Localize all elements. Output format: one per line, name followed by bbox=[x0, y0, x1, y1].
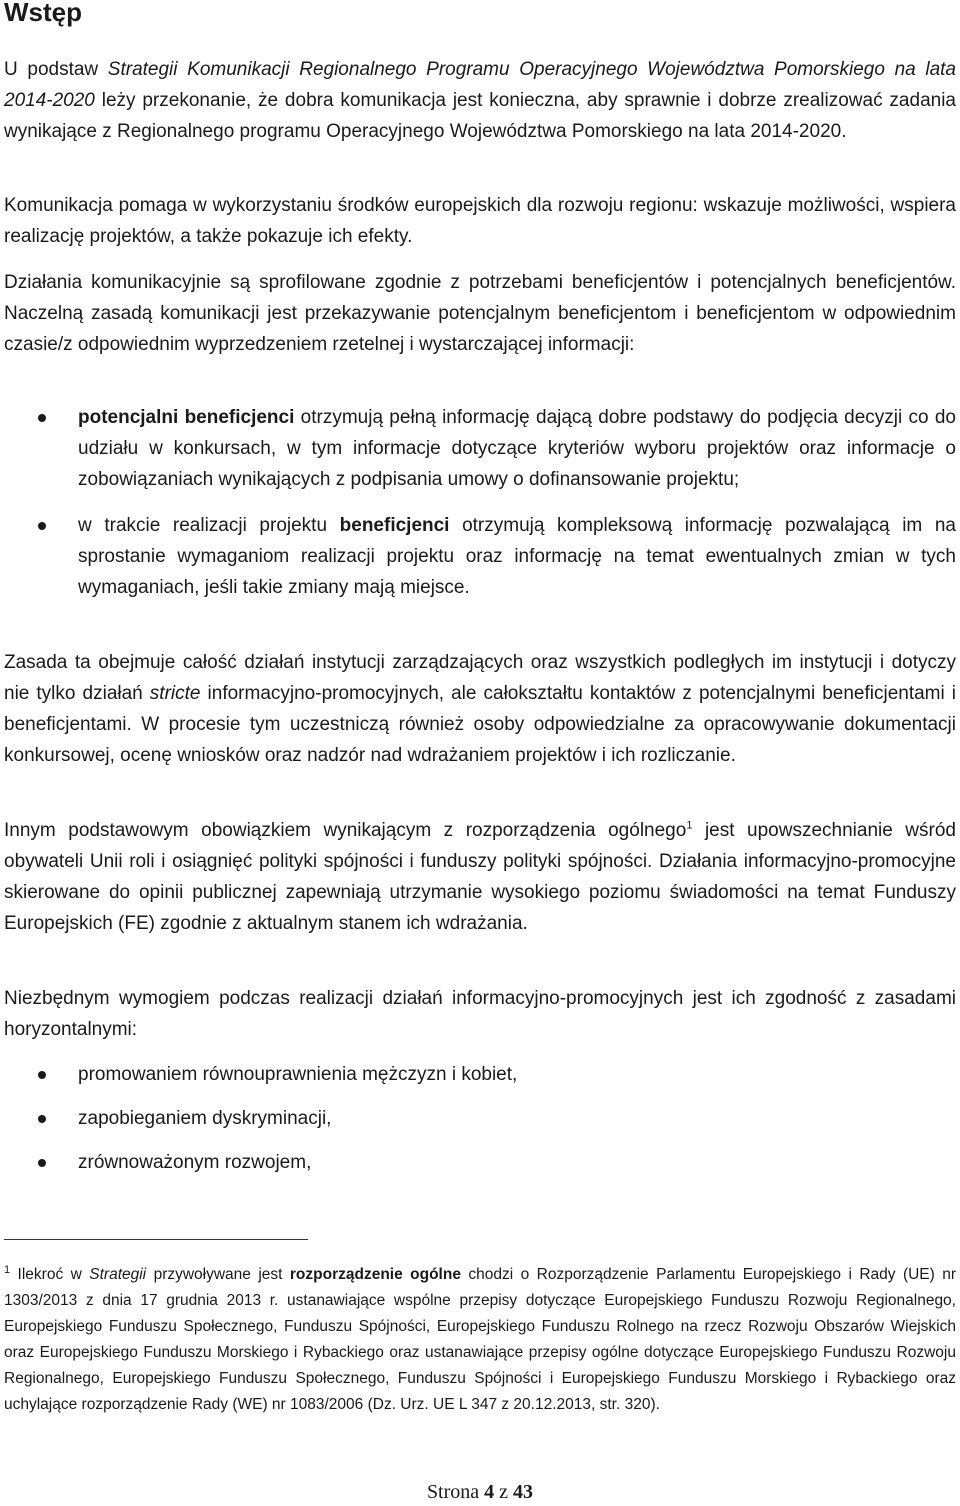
list-item-bold: potencjalni beneficjenci bbox=[78, 407, 295, 428]
bullet-icon bbox=[38, 1071, 46, 1079]
footnote-divider bbox=[4, 1239, 308, 1240]
bullet-icon bbox=[38, 522, 46, 530]
paragraph-communication: Komunikacja pomaga w wykorzystaniu środków europejskich dla rozwoju regionu: wskazuje możliwości, wspiera realizację projektów, a także pokazuje ich efekty. bbox=[4, 195, 956, 247]
list-item: promowaniem równouprawnienia mężczyzn i kobiet, bbox=[0, 1059, 956, 1090]
paragraph-requirement: Niezbędnym wymogiem podczas realizacji działań informacyjno-promocyjnych jest ich zgodność z zasadami horyzontalnymi: bbox=[4, 988, 956, 1040]
strategy-title: Strategii Komunikacji Regionalnego Programu Operacyjnego Województwa Pomorskiego na lata 2014-2020 bbox=[4, 59, 956, 111]
footnote: $^1$ Ilekroć w Strategii przywoływane jest rozporządzenie ogólne chodzi o Rozporządzenie Parlamentu Europejskiego i Rady (UE) nr 1303/2013 z dnia 17 grudnia 2013 r. ustanawiające wspólne przepisy dotyczące Europejskiego Funduszu Rozwoju Regionalnego, Europejskiego Funduszu Społecznego, Funduszu Spójności, Europejskiego Funduszu Rolnego na rzecz Rozwoju Obszarów Wiejskich oraz Europejskiego Funduszu Morskiego i Rybackiego oraz ustanawiające przepisy ogólne dotyczące Europejskiego Funduszu Rozwoju Regionalnego, Europejskiego Funduszu Społecznego, Funduszu Spójności i Europejskiego Funduszu Morskiego i Rybackiego oraz uchylające rozporządzenie Rady (WE) nr 1083/2006 (Dz. Urz. UE L 347 z 20.12.2013, str. 320). bbox=[4, 1263, 957, 1413]
footnote-bold-term: rozporządzenie ogólne bbox=[289, 1266, 461, 1283]
list-item: w trakcie realizacji projektu beneficjenci otrzymują kompleksową informację pozwalającą im na sprostanie wymaganiom realizacji projektu oraz informację na temat ewentualnych zmian w tych wymaganiach, jeśli takie zmiany mają miejsce. bbox=[0, 510, 956, 603]
paragraph-intro bbox=[4, 54, 956, 147]
list-item: zrównoważonym rozwojem, bbox=[0, 1147, 956, 1178]
bullet-icon bbox=[38, 1159, 46, 1167]
bullet-icon bbox=[38, 414, 46, 422]
list-item-bold: beneficjenci bbox=[339, 515, 450, 536]
footnote-reference: 1 bbox=[686, 819, 693, 832]
horizontal-principles-list bbox=[0, 1059, 960, 1178]
paragraph-intro-text-a: U podstaw bbox=[4, 59, 108, 80]
italic-term: stricte bbox=[149, 683, 201, 704]
list-item: potencjalni beneficjenci otrzymują pełną informację dającą dobre podstawy do podjęcia decyzji co do udziału w konkursach, w tym informacje dotyczące kryteriów wyboru projektów oraz informacje o zobowiązaniach wynikających z podpisania umowy o dofinansowanie projektu; bbox=[0, 402, 956, 495]
page-heading: Wstęp bbox=[4, 0, 82, 27]
paragraph-intro-text-b: leży przekonanie, że dobra komunikacja jest konieczna, aby sprawnie i dobrze zrealizować zadania wynikające z Regionalnego programu Operacyjnego Województwa Pomorskiego na lata 2014-2020. bbox=[4, 90, 956, 142]
beneficiaries-list bbox=[0, 402, 960, 603]
paragraph-obligation: Innym podstawowym obowiązkiem wynikającym z rozporządzenia ogólnego$^1$ jest upowszechnianie wśród obywateli Unii roli i osiągnięć polityki spójności i funduszy polityki spójności. Działania informacyjno-promocyjne skierowane do opinii publicznej zapewniają utrzymanie wysokiego poziomu świadomości na temat Funduszy Europejskich (FE) zgodnie z aktualnym stanem ich wdrażania. bbox=[4, 819, 956, 934]
list-item: zapobieganiem dyskryminacji, bbox=[0, 1103, 956, 1134]
footnote-number: 1 bbox=[4, 1263, 11, 1276]
paragraph-activities: Działania komunikacyjnie są sprofilowane zgodnie z potrzebami beneficjentów i potencjalnych beneficjentów. Naczelną zasadą komunikacji jest przekazywanie potencjalnym beneficjentom i beneficjentom w odpowiednim czasie/z odpowiednim wyprzedzeniem rzetelnej i wystarczającej informacji: bbox=[4, 272, 956, 355]
paragraph-principle: Zasada ta obejmuje całość działań instytucji zarządzających oraz wszystkich podległych im instytucji i dotyczy nie tylko działań stricte informacyjno-promocyjnych, ale całokształtu kontaktów z potencjalnymi beneficjentami i beneficjentami. W procesie tym uczestniczą również osoby odpowiedzialne za opracowywanie dokumentacji konkursowej, ocenę wniosków oraz nadzór nad wdrażaniem projektów i ich rozliczanie. bbox=[4, 652, 957, 766]
bullet-icon bbox=[38, 1115, 46, 1123]
page-number: Strona 4 z 43 bbox=[426, 1481, 534, 1503]
